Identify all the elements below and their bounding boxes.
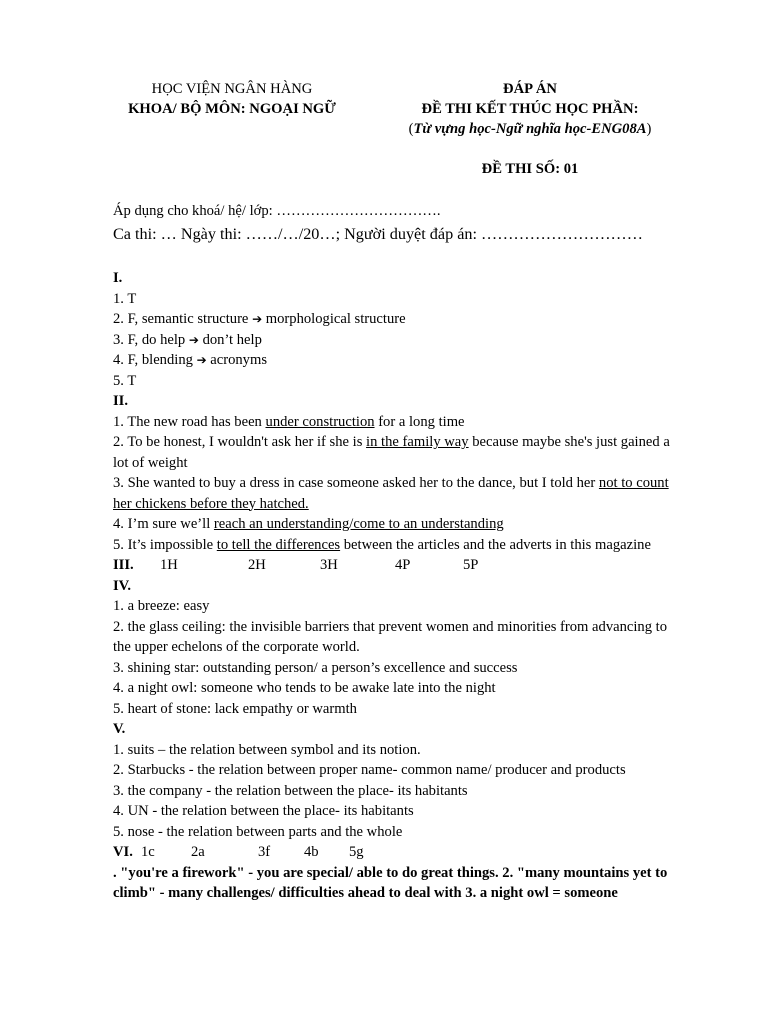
section-6-answer: 3f bbox=[258, 844, 271, 860]
section-4-item: 2. the glass ceiling: the invisible barriers that prevent women and minorities from advancing to the upper echelons of the corporate world. bbox=[113, 618, 668, 655]
section-2-item: 5. It’s impossible to tell the differences between the articles and the adverts in this magazine bbox=[113, 536, 651, 553]
section-5-item: 1. suits – the relation between symbol and its notion. bbox=[113, 741, 421, 758]
section-5-item: 2. Starbucks - the relation between proper name- common name/ producer and products bbox=[113, 762, 626, 778]
section-3-heading: III. bbox=[113, 557, 134, 573]
underlined-answer: in the family way bbox=[366, 434, 469, 450]
section-1-item: 5. T bbox=[113, 372, 137, 389]
section-6-answer: 1c bbox=[141, 844, 155, 860]
section-4-item: 1. a breeze: easy bbox=[113, 598, 210, 614]
section-2-heading: II. bbox=[113, 393, 129, 409]
exam-number: ĐỀ THI SỐ: 01 bbox=[481, 161, 579, 177]
section-3-answer: 2H bbox=[248, 557, 266, 573]
apply-line: Áp dụng cho khoá/ hệ/ lớp: ……………………………. bbox=[113, 203, 441, 219]
section-1-item: 3. F, do help ➔ don’t help bbox=[113, 331, 262, 348]
underlined-answer: under construction bbox=[265, 413, 375, 430]
section-4-heading: IV. bbox=[113, 577, 131, 594]
section-5-item: 4. UN - the relation between the place- its habitants bbox=[113, 803, 414, 819]
section-4-item: 5. heart of stone: lack empathy or warmth bbox=[113, 700, 357, 717]
course-name: (Từ vựng học-Ngữ nghĩa học-ENG08A) bbox=[408, 121, 652, 137]
section-5-item: 3. the company - the relation between the place- its habitants bbox=[113, 782, 468, 799]
section-3-row bbox=[113, 555, 683, 576]
section-3-answer: 4P bbox=[395, 557, 411, 573]
section-2-item: 1. The new road has been under construction for a long time bbox=[113, 413, 465, 430]
section-6-answer: 2a bbox=[191, 844, 205, 860]
section-3-answer: 1H bbox=[160, 557, 178, 573]
section-1-item: 4. F, blending ➔ acronyms bbox=[113, 352, 268, 368]
section-4-item: 4. a night owl: someone who tends to be awake late into the night bbox=[113, 680, 496, 696]
section-6-answer: 4b bbox=[304, 844, 319, 860]
section-2-item: 3. She wanted to buy a dress in case someone asked her to the dance, but I told her not to count her chickens before they hatched. bbox=[113, 475, 669, 512]
exam-title: ĐỀ THI KẾT THÚC HỌC PHẦN: bbox=[421, 101, 639, 117]
section-6-answer: 5g bbox=[349, 844, 364, 860]
section-6-row bbox=[113, 842, 683, 863]
section-5-heading: V. bbox=[113, 721, 126, 737]
underlined-answer: not to count her chickens before they hatched. bbox=[113, 475, 669, 512]
answer-body bbox=[113, 268, 683, 904]
section-5-item: 5. nose - the relation between parts and the whole bbox=[113, 823, 403, 840]
arrow-right-icon: ➔ bbox=[188, 332, 199, 347]
section-6-paragraph: . "you're a firework" - you are special/ able to do great things. 2. "many mountains yet to climb" - many challenges/ difficulties ahead to deal with 3. a night owl = someone bbox=[113, 864, 668, 901]
underlined-answer: to tell the differences bbox=[216, 536, 341, 553]
section-2-item: 2. To be honest, I wouldn't ask her if she is in the family way because maybe she's just gained a lot of weight bbox=[113, 434, 670, 471]
section-3-answer: 5P bbox=[463, 557, 479, 573]
section-1-item: 1. T bbox=[113, 290, 137, 307]
header-right bbox=[380, 79, 680, 139]
header-left bbox=[112, 79, 352, 119]
section-2-item: 4. I’m sure we’ll reach an understanding/come to an understanding bbox=[113, 516, 504, 532]
faculty-name: KHOA/ BỘ MÔN: NGOẠI NGỮ bbox=[128, 101, 336, 117]
answer-key-title: ĐÁP ÁN bbox=[503, 81, 557, 97]
section-3-answer: 3H bbox=[320, 557, 338, 573]
arrow-right-icon: ➔ bbox=[252, 312, 263, 326]
arrow-right-icon: ➔ bbox=[196, 353, 207, 367]
shift-line: Ca thi: … Ngày thi: ……/…/20…; Người duyệt đáp án: ………………………… bbox=[113, 225, 643, 243]
institution-name: HỌC VIỆN NGÂN HÀNG bbox=[151, 81, 313, 97]
underlined-answer: reach an understanding/come to an understanding bbox=[213, 516, 504, 532]
section-4-item: 3. shining star: outstanding person/ a person’s excellence and success bbox=[113, 659, 518, 676]
section-6-heading: VI. bbox=[113, 844, 133, 860]
section-1-item: 2. F, semantic structure ➔ morphological structure bbox=[113, 311, 406, 327]
section-1-heading: I. bbox=[113, 270, 123, 286]
